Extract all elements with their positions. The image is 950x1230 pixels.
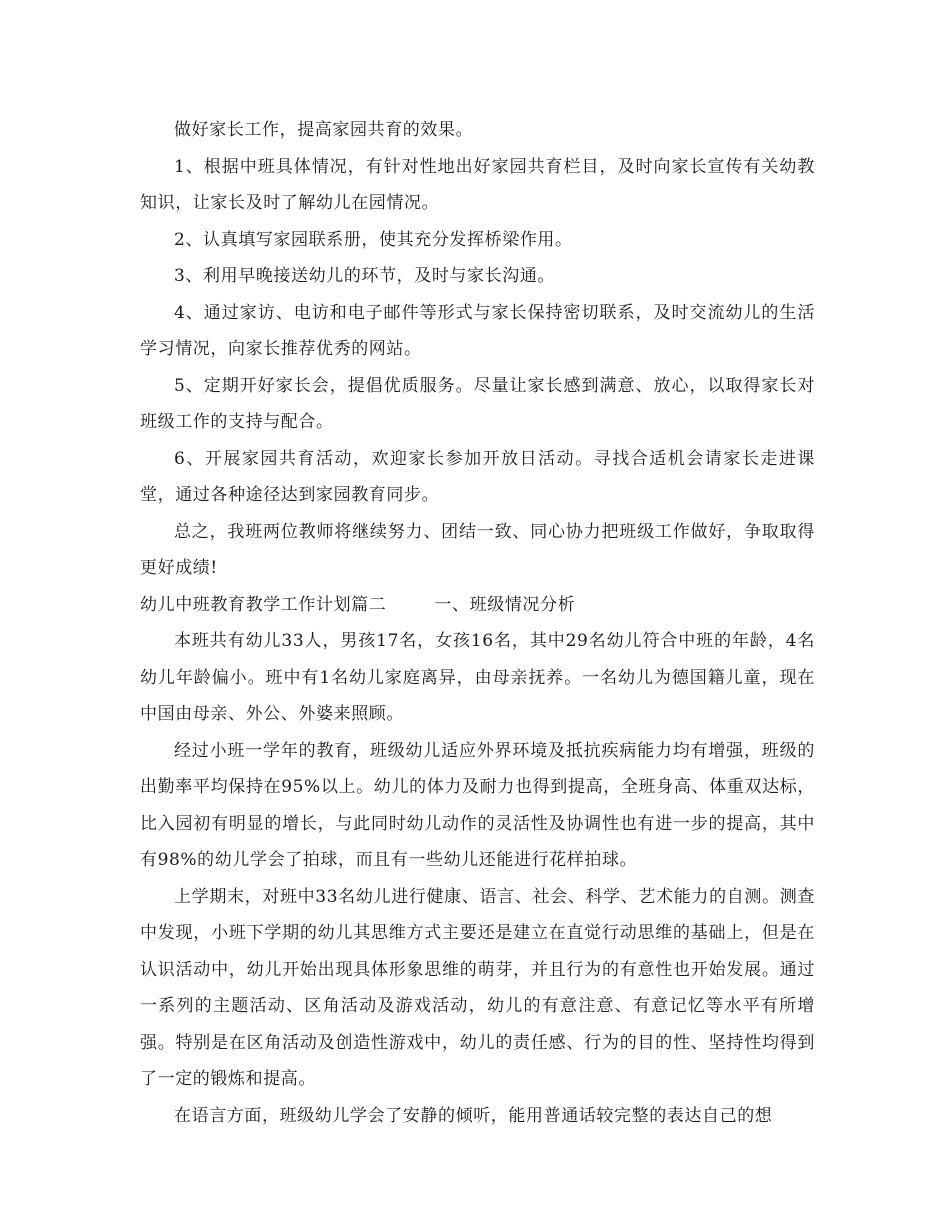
paragraph-item-6: 6、开展家园共育活动，欢迎家长参加开放日活动。寻找合适机会请家长走进课堂，通过各种途径达到家园教育同步。 — [140, 448, 815, 505]
paragraph-assessment: 上学期末，对班中33名幼儿进行健康、语言、社会、科学、艺术能力的自测。测查中发现，小班下学期的幼儿其思维方式主要还是建立在直觉行动思维的基础上，但是在认识活动中，幼儿开始出现具体形象思维的萌芽，并且行为的有意性也开始发展。通过一系列的主题活动、区角活动及游戏活动，幼儿的有意注意、有意记忆等水平有所增强。特别是在区角活动及创造性游戏中，幼儿的责任感、行为的目的性、坚持性均得到了一定的锻炼和提高。 — [140, 886, 815, 1089]
paragraph-item-5: 5、定期开好家长会，提倡优质服务。尽量让家长感到满意、放心，以取得家长对班级工作的支持与配合。 — [140, 375, 815, 432]
paragraph-item-1: 1、根据中班具体情况，有针对性地出好家园共育栏目，及时向家长宣传有关幼教知识，让家长及时了解幼儿在园情况。 — [140, 156, 815, 213]
paragraph-item-4: 4、通过家访、电访和电子邮件等形式与家长保持密切联系，及时交流幼儿的生活学习情况，向家长推荐优秀的网站。 — [140, 302, 815, 359]
paragraph-item-2: 2、认真填写家园联系册，使其充分发挥桥梁作用。 — [174, 229, 573, 250]
section-heading — [140, 587, 815, 624]
paragraph-item-3: 3、利用早晚接送幼儿的环节，及时与家长沟通。 — [174, 266, 556, 286]
paragraph-class-size: 本班共有幼儿33人，男孩17名，女孩16名，其中29名幼儿符合中班的年龄，4名幼儿年龄偏小。班中有1名幼儿家庭离异，由母亲抚养。一名幼儿为德国籍儿童，现在中国由母亲、外公、外婆来照顾。 — [140, 631, 815, 724]
paragraph-health: 经过小班一学年的教育，班级幼儿适应外界环境及抵抗疾病能力均有增强，班级的出勤率平均保持在95%以上。幼儿的体力及耐力也得到提高，全班身高、体重双达标，比入园初有明显的增长，与此同时幼儿动作的灵活性及协调性也有进一步的提高，其中有98%的幼儿学会了拍球，而且有一些幼儿还能进行花样拍球。 — [140, 740, 815, 870]
document-body — [140, 112, 815, 1134]
paragraph-parent-work: 做好家长工作，提高家园共育的效果。 — [174, 120, 474, 140]
section-title: 幼儿中班教育教学工作计划篇二 — [140, 594, 387, 615]
paragraph-language: 在语言方面，班级幼儿学会了安静的倾听，能用普通话较完整的表达自己的想 — [174, 1105, 773, 1126]
section-subtitle: 一、班级情况分析 — [434, 594, 576, 615]
paragraph-conclusion: 总之，我班两位教师将继续努力、团结一致、同心协力把班级工作做好，争取取得更好成绩! — [140, 521, 815, 578]
